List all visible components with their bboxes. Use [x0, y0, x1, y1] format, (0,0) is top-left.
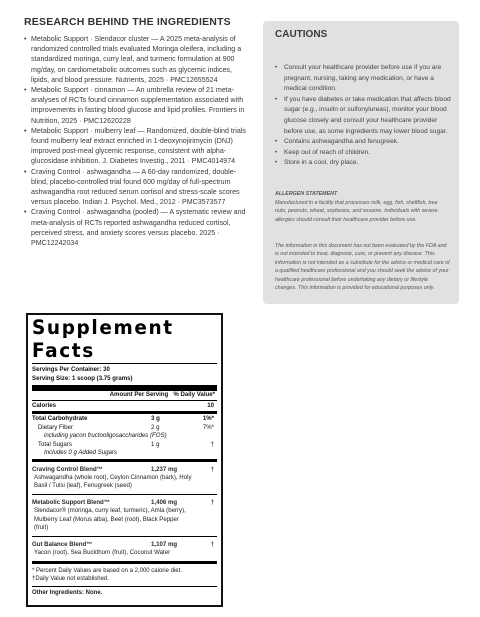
divider-medium: [32, 411, 217, 414]
carb-row: [32, 415, 217, 424]
cautions-title: CAUTIONS: [275, 29, 328, 40]
carb-label: Total Carbohydrate: [32, 415, 88, 422]
blend-header: [32, 540, 217, 549]
blend-name: Metabolic Support Blend™: [32, 498, 110, 506]
research-list: [24, 34, 246, 248]
footnote-daily-value: * Percent Daily Values are based on a 2,000 calorie diet.: [32, 567, 182, 574]
blend-dv: †: [210, 498, 214, 506]
blend-amount: 1,107 mg: [151, 541, 178, 549]
sugars-amount: 1 g: [151, 440, 160, 448]
footnote-not-established: †Daily Value not established.: [32, 576, 109, 583]
fda-disclaimer: The information in this document has not been evaluated by the FDA and is not intended to treat, diagnose, cure, or prevent any disease. This information is not intended as a substitute for the advice or medical care of a qualified healthcare professional and you should seek the advice of your healthcare professional before undertaking any dietary or lifestyle changes. This information is provided for educational purposes only.: [275, 243, 450, 292]
cautions-panel: [263, 21, 459, 304]
added-sugars: Includes 0 g Added Sugars: [44, 449, 117, 456]
fiber-label: Dietary Fiber: [38, 423, 73, 431]
fiber-row: [32, 424, 217, 433]
blend-amount: 1,406 mg: [151, 498, 178, 506]
blend-name: Gut Balance Blend™: [32, 541, 93, 549]
carb-dv: 1%*: [202, 415, 214, 422]
other-ingredients: Other Ingredients: None.: [32, 589, 103, 596]
servings-per-container: Servings Per Container: 30: [32, 366, 110, 373]
amount-per-serving-label: Amount Per Serving: [109, 391, 169, 398]
research-item: • Metabolic Support · cinnamon — An umbrella review of 21 meta-analyses of RCTs found cinnamon supplementation associated with improvements in fasting blood glucose and lipid profiles. Frontiers in Nutrition, 2025 · PMC12620228: [24, 85, 246, 126]
blend-dv: †: [210, 465, 214, 473]
fiber-amount: 2 g: [151, 423, 160, 431]
calories-row: [32, 402, 217, 411]
sugars-label: Total Sugars: [38, 440, 72, 448]
blend-ingredients: Slendacor® (moringa, curry leaf, turmeric), Amla (berry), Mulberry Leaf (Morus alba), Beet (root), Black Pepper (fruit): [34, 506, 186, 532]
divider: [32, 400, 217, 401]
allergen-heading: ALLERGEN STATEMENT: [275, 191, 338, 197]
serving-size: Serving Size: 1 scoop (3.75 grams): [32, 374, 133, 382]
research-item: • Metabolic Support · Slendacor cluster — A 2025 meta-analysis of randomized controlled trials evaluated Moringa oleifera, including a standardized moringa, curry leaf, and turmeric formulation at 900 mg/day, on cardiometabolic outcomes such as glycemic indices, lipids, and blood pressure. Nutrients, 2025 · PMC12655524: [24, 34, 246, 85]
daily-value-label: % Daily Value*: [173, 391, 215, 398]
research-item: • Metabolic Support · mulberry leaf — Randomized, double-blind trials found mulberry leaf extract enriched in 1-deoxynojirimycin (DNJ) improved post-meal glycemic response, consistent with alpha-glucosidase inhibition. J. Diabetes Investig., 2011 · PMC4014974: [24, 126, 246, 167]
blend-ingredients: Yacon (root), Sea Buckthorn (fruit), Coconut Water: [34, 549, 171, 557]
carb-amount: 3 g: [151, 415, 160, 422]
caution-item: • Consult your healthcare provider before use if you are pregnant, nursing, taking any medication, or have a medical condition.: [275, 63, 451, 95]
divider: [32, 586, 217, 587]
calories-label: Calories: [32, 401, 57, 409]
blend-dv: †: [210, 541, 214, 549]
cautions-list: [275, 63, 451, 169]
sugars-dv: †: [210, 440, 214, 448]
blend-header: [32, 465, 217, 474]
blend-name: Craving Control Blend™: [32, 465, 103, 473]
supplement-facts-title: Supplement Facts: [32, 317, 174, 363]
research-item: • Craving Control · ashwagandha (pooled) — A systematic review and meta-analysis of RCTs reported ashwagandha reduced cortisol, perceived stress, and anxiety scores versus placebo. 2025 · PMC12242034: [24, 207, 246, 248]
caution-item: • Store in a cool, dry place.: [275, 158, 451, 169]
caution-item: • Contains ashwagandha and fenugreek.: [275, 137, 451, 148]
fiber-dv: 7%*: [202, 423, 214, 431]
caution-item: • If you have diabetes or take medication that affects blood sugar (e.g., insulin or sulfonylureas), monitor your blood glucose closely and consult your healthcare provider before use, as some ingredients may lower blood sugar.: [275, 95, 451, 137]
caution-item: • Keep out of reach of children.: [275, 148, 451, 159]
research-title: RESEARCH BEHIND THE INGREDIENTS: [24, 16, 231, 28]
blend-ingredients: Ashwagandha (whole root), Ceylon Cinnamon (bark), Holy Basil / Tulsi (leaf), Fenugreek (seed): [34, 473, 192, 490]
fiber-note: including yacon fructooligosaccharides (FOS): [44, 432, 167, 439]
research-item: • Craving Control · ashwagandha — A 60-day randomized, double-blind, placebo-controlled trial found 600 mg/day of full-spectrum ashwagandha root reduced serum cortisol and stress-scale scores versus placebo. Indian J. Psychol. Med., 2012 · PMC3573577: [24, 167, 246, 208]
allergen-text: Manufactured in a facility that processes milk, egg, fish, shellfish, tree nuts, peanuts, wheat, soybeans, and sesame. Individuals with severe allergies should consult their healthcare provider before use.: [275, 200, 438, 223]
supplement-facts-panel: [26, 313, 223, 607]
research-section: [24, 16, 246, 248]
blend-amount: 1,237 mg: [151, 465, 178, 473]
blend-header: [32, 498, 217, 507]
sugars-row: [32, 441, 217, 450]
calories-value: 10: [207, 401, 214, 409]
amount-header-row: [32, 391, 217, 400]
